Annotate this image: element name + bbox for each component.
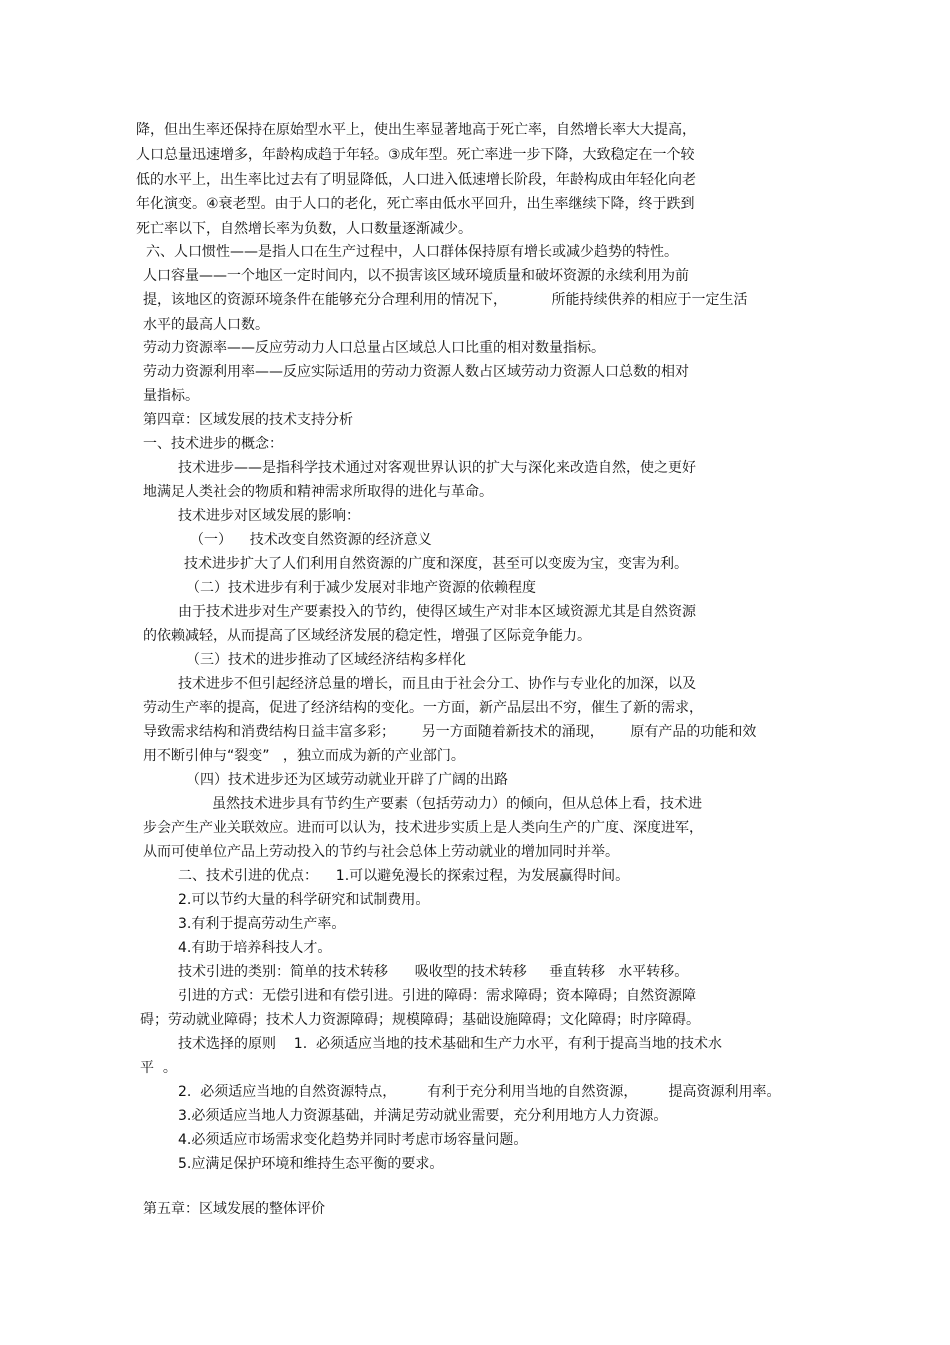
list-item: 3.有利于提高劳动生产率。 bbox=[178, 916, 346, 932]
section-heading: 一、技术进步的概念： bbox=[143, 436, 283, 452]
subsection-heading: （二）技术进步有利于减少发展对非地产资源的依赖程度 bbox=[186, 580, 536, 596]
text-line: 六、人口惯性——是指人口在生产过程中，人口群体保持原有增长或减少趋势的特性。 bbox=[146, 244, 678, 260]
list-item: 5.应满足保护环境和维持生态平衡的要求。 bbox=[178, 1156, 444, 1172]
text-line: 技术引进的类别：简单的技术转移 吸收型的技术转移 垂直转移 水平转移。 bbox=[178, 964, 689, 980]
text-line: 死亡率以下，自然增长率为负数，人口数量逐渐减少。 bbox=[136, 221, 472, 237]
text-line: 降，但出生率还保持在原始型水平上，使出生率显著地高于死亡率，自然增长率大大提高， bbox=[136, 122, 696, 138]
section-heading: 二、技术引进的优点： 1.可以避免漫长的探索过程，为发展赢得时间。 bbox=[178, 868, 630, 884]
text-line: 技术进步对区域发展的影响： bbox=[178, 508, 360, 524]
text-line: 劳动力资源率——反应劳动力人口总量占区域总人口比重的相对数量指标。 bbox=[143, 340, 605, 356]
list-item: 4.必须适应市场需求变化趋势并同时考虑市场容量问题。 bbox=[178, 1132, 528, 1148]
text-line: 步会产生产业关联效应。进而可以认为，技术进步实质上是人类向生产的广度、深度进军， bbox=[143, 820, 703, 836]
text-line: 用不断引伸与“裂变” ，独立而成为新的产业部门。 bbox=[143, 748, 465, 764]
text-line: 技术选择的原则 1. 必须适应当地的技术基础和生产力水平，有利于提高当地的技术水 bbox=[178, 1036, 723, 1052]
text-line: 碍；劳动就业障碍；技术人力资源障碍；规模障碍；基础设施障碍；文化障碍；时序障碍。 bbox=[140, 1012, 700, 1028]
text-line: 劳动力资源利用率——反应实际适用的劳动力资源人数占区域劳动力资源人口总数的相对 bbox=[143, 364, 689, 380]
text-line: 技术进步——是指科学技术通过对客观世界认识的扩大与深化来改造自然，使之更好 bbox=[178, 460, 696, 476]
subsection-heading: （三）技术的进步推动了区域经济结构多样化 bbox=[186, 652, 466, 668]
text-line: 导致需求结构和消费结构日益丰富多彩； 另一方面随着新技术的涌现， 原有产品的功能和效 bbox=[143, 724, 757, 740]
chapter-heading: 第五章：区域发展的整体评价 bbox=[143, 1201, 325, 1217]
text-line: 从而可使单位产品上劳动投入的节约与社会总体上劳动就业的增加同时并举。 bbox=[143, 844, 619, 860]
text-line: 由于技术进步对生产要素投入的节约，使得区域生产对非本区域资源尤其是自然资源 bbox=[178, 604, 696, 620]
text-line: 的依赖减轻，从而提高了区域经济发展的稳定性，增强了区际竞争能力。 bbox=[143, 628, 591, 644]
list-item: 2.可以节约大量的科学研究和试制费用。 bbox=[178, 892, 430, 908]
text-line: 虽然技术进步具有节约生产要素（包括劳动力）的倾向，但从总体上看，技术进 bbox=[212, 796, 702, 812]
subsection-heading: （四）技术进步还为区域劳动就业开辟了广阔的出路 bbox=[186, 772, 508, 788]
text-line: 地满足人类社会的物质和精神需求所取得的进化与革命。 bbox=[143, 484, 493, 500]
list-item: 3.必须适应当地人力资源基础，并满足劳动就业需要，充分利用地方人力资源。 bbox=[178, 1108, 668, 1124]
text-line: 人口总量迅速增多，年龄构成趋于年轻。③成年型。死亡率进一步下降，大致稳定在一个较 bbox=[136, 147, 695, 163]
text-line: 技术进步扩大了人们利用自然资源的广度和深度，甚至可以变废为宝，变害为利。 bbox=[184, 556, 688, 572]
text-line: 人口容量——一个地区一定时间内，以不损害该区域环境质量和破坏资源的永续利用为前 bbox=[143, 268, 689, 284]
text-line: 劳动生产率的提高，促进了经济结构的变化。一方面，新产品层出不穷，催生了新的需求， bbox=[143, 700, 703, 716]
text-line: 低的水平上，出生率比过去有了明显降低，人口进入低速增长阶段，年龄构成由年轻化向老 bbox=[136, 172, 696, 188]
text-line: 平 。 bbox=[140, 1060, 177, 1076]
text-line: 量指标。 bbox=[143, 388, 199, 404]
text-line: 提，该地区的资源环境条件在能够充分合理利用的情况下， 所能持续供养的相应于一定生活 bbox=[143, 292, 748, 308]
chapter-heading: 第四章：区域发展的技术支持分析 bbox=[143, 412, 353, 428]
list-item: 2. 必须适应当地的自然资源特点， 有利于充分利用当地的自然资源， 提高资源利用率。 bbox=[178, 1084, 781, 1100]
list-item: 4.有助于培养科技人才。 bbox=[178, 940, 332, 956]
text-line: 年化演变。④衰老型。由于人口的老化，死亡率由低水平回升，出生率继续下降，终于跌到 bbox=[136, 196, 695, 212]
subsection-heading: （一） 技术改变自然资源的经济意义 bbox=[190, 532, 432, 548]
text-line: 技术进步不但引起经济总量的增长，而且由于社会分工、协作与专业化的加深，以及 bbox=[178, 676, 696, 692]
text-line: 引进的方式：无偿引进和有偿引进。引进的障碍：需求障碍；资本障碍；自然资源障 bbox=[178, 988, 696, 1004]
text-line: 水平的最高人口数。 bbox=[143, 317, 269, 333]
